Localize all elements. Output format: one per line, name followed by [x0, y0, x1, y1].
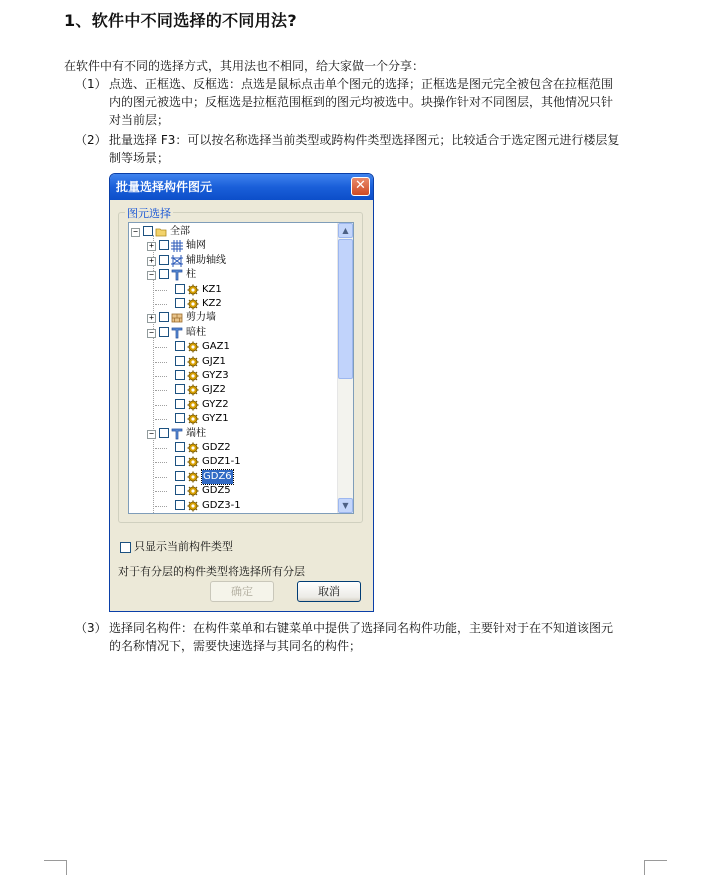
tree-item-checkbox[interactable] [143, 226, 153, 236]
tree-item[interactable] [129, 297, 337, 311]
tree-expander-icon[interactable]: + [147, 242, 156, 251]
tree-item[interactable] [129, 326, 337, 340]
tree-branch-line [155, 448, 167, 449]
tree-item-checkbox[interactable] [175, 413, 185, 423]
gear-icon [187, 500, 199, 512]
tree-expander-icon[interactable]: − [147, 430, 156, 439]
tree-branch-line [155, 290, 167, 291]
tree-item-checkbox[interactable] [175, 370, 185, 380]
tree-item[interactable] [129, 398, 337, 412]
tree-item[interactable] [129, 383, 337, 397]
tree-item[interactable] [129, 484, 337, 498]
tree-item[interactable] [129, 340, 337, 354]
tree-item-checkbox[interactable] [175, 456, 185, 466]
tree-item-checkbox[interactable] [159, 269, 169, 279]
group-label: 图元选择 [127, 207, 171, 220]
tree-branch-line [155, 347, 167, 348]
folder-icon [155, 226, 167, 238]
tree-item-label: 暗柱 [186, 326, 206, 338]
tree-item-label: GJZ1 [202, 355, 226, 367]
tree-item-label: GYZ3 [202, 370, 229, 381]
tree-item-label: 轴网 [186, 240, 206, 252]
tree-item-checkbox[interactable] [175, 298, 185, 308]
element-select-group [118, 207, 363, 523]
page-corner-mark-left [44, 860, 67, 875]
gear-icon [187, 399, 199, 411]
gear-icon [187, 456, 199, 468]
tree-item[interactable] [129, 355, 337, 369]
tree-item-label: GYZ1 [202, 413, 229, 425]
tree-item[interactable] [129, 283, 337, 297]
aux-grid-icon [171, 255, 183, 267]
gear-icon [187, 284, 199, 296]
gear-icon [187, 442, 199, 454]
gear-icon [187, 485, 199, 497]
tree-item-checkbox[interactable] [159, 240, 169, 250]
component-tree[interactable] [128, 222, 354, 514]
column-icon [171, 428, 183, 440]
scroll-thumb[interactable] [338, 239, 353, 379]
tree-branch-line [155, 419, 167, 420]
tree-item-label: 全部 [170, 226, 190, 237]
item-1-number: （1） [75, 77, 107, 91]
close-icon[interactable]: ✕ [351, 177, 370, 196]
tree-rows [129, 223, 337, 513]
tree-item-label: GDZ5 [202, 485, 231, 497]
page-corner-mark-right [644, 860, 667, 875]
tree-item[interactable] [129, 499, 337, 513]
tree-branch-line [155, 362, 167, 363]
tree-expander-icon[interactable]: − [131, 228, 140, 237]
tree-item-label: GYZ2 [202, 398, 229, 410]
tree-item-checkbox[interactable] [175, 356, 185, 366]
tree-item-checkbox[interactable] [175, 399, 185, 409]
dialog-title: 批量选择构件图元 [116, 180, 213, 194]
tree-item-label: GDZ2 [202, 442, 231, 453]
tree-item[interactable] [129, 470, 337, 484]
tree-item-checkbox[interactable] [159, 428, 169, 438]
item-2-number: （2） [75, 133, 107, 147]
tree-item[interactable] [129, 239, 337, 253]
tree-item[interactable] [129, 225, 337, 239]
wall-icon [171, 312, 183, 324]
tree-item-label: 柱 [186, 269, 196, 281]
tree-expander-icon[interactable]: − [147, 271, 156, 280]
item-1-line-2: 内的图元被选中；反框选是拉框范围框到的图元均被选中。块操作针对不同图层，其他情况只针 [109, 95, 614, 109]
gear-icon [187, 298, 199, 310]
tree-branch-line [155, 405, 167, 406]
tree-item[interactable] [129, 412, 337, 426]
item-1-line-1: 点选、正框选、反框选：点选是鼠标点击单个图元的选择；正框选是图元完全被包含在拉框范围 [109, 77, 614, 91]
tree-item-checkbox[interactable] [175, 500, 185, 510]
tree-item-label: KZ1 [202, 283, 222, 295]
gear-icon [187, 471, 199, 483]
item-2-line-1: 批量选择 F3：可以按名称选择当前类型或跨构件类型选择图元；比较适合于选定图元进行楼层复 [109, 133, 620, 147]
ok-button[interactable]: 确定 [210, 581, 274, 602]
tree-item-label: 剪力墙 [186, 312, 216, 324]
grid-icon [171, 240, 183, 252]
tree-item-label: GAZ1 [202, 341, 230, 353]
tree-branch-line [155, 376, 167, 377]
column-icon [171, 327, 183, 339]
tree-branch-line [155, 506, 167, 507]
tree-item-checkbox[interactable] [159, 327, 169, 337]
intro-paragraph: 在软件中有不同的选择方式，其用法也不相同，给大家做一个分享： [64, 59, 425, 73]
tree-item[interactable] [129, 455, 337, 469]
tree-item[interactable] [129, 311, 337, 325]
scroll-up-icon[interactable]: ▲ [338, 223, 353, 238]
tree-branch-line [155, 462, 167, 463]
tree-item[interactable] [129, 369, 337, 383]
tree-branch-line [155, 491, 167, 492]
tree-item[interactable] [129, 441, 337, 455]
gear-icon [187, 356, 199, 368]
gear-icon [187, 370, 199, 382]
tree-branch-line [155, 304, 167, 305]
tree-item-label: GDZ3-1 [202, 499, 241, 511]
tree-item-label: KZ2 [202, 298, 222, 309]
only-current-type-label: 只显示当前构件类型 [134, 540, 233, 553]
item-3-line-2: 的名称情况下，需要快速选择与其同名的构件； [109, 639, 362, 653]
scroll-down-icon[interactable]: ▼ [338, 498, 353, 513]
column-icon [171, 269, 183, 281]
tree-branch-line [155, 390, 167, 391]
tree-item-checkbox[interactable] [159, 312, 169, 322]
tree-item-checkbox[interactable] [175, 384, 185, 394]
layer-note: 对于有分层的构件类型将选择所有分层 [118, 565, 305, 578]
tree-item-checkbox[interactable] [175, 341, 185, 351]
tree-expander-icon[interactable]: + [147, 257, 156, 266]
tree-item-label: GDZ6 [203, 470, 232, 482]
only-current-type-checkbox[interactable] [120, 542, 131, 553]
tree-item-checkbox[interactable] [175, 284, 185, 294]
item-3-line-1: 选择同名构件：在构件菜单和右键菜单中提供了选择同名构件功能，主要针对于在不知道该图元 [109, 621, 614, 635]
tree-item-checkbox[interactable] [159, 255, 169, 265]
tree-item-checkbox[interactable] [175, 442, 185, 452]
tree-expander-icon[interactable]: − [147, 329, 156, 338]
tree-item[interactable] [129, 254, 337, 268]
tree-item-checkbox[interactable] [175, 471, 185, 481]
batch-select-dialog [109, 173, 374, 612]
tree-item[interactable] [129, 427, 337, 441]
item-3-number: （3） [75, 621, 107, 635]
tree-item-label: 辅助轴线 [186, 254, 226, 266]
tree-expander-icon[interactable]: + [147, 314, 156, 323]
item-2-line-2: 制等场景； [109, 151, 170, 165]
gear-icon [187, 384, 199, 396]
section-heading: 1、软件中不同选择的不同用法? [64, 11, 297, 30]
tree-scrollbar[interactable] [337, 223, 353, 513]
tree-item-checkbox[interactable] [175, 485, 185, 495]
tree-branch-line [155, 477, 167, 478]
item-1-line-3: 对当前层； [109, 113, 170, 127]
tree-item-label: 端柱 [186, 427, 206, 439]
gear-icon [187, 413, 199, 425]
cancel-button[interactable]: 取消 [297, 581, 361, 602]
gear-icon [187, 341, 199, 353]
dialog-titlebar [110, 174, 373, 200]
tree-item[interactable] [129, 268, 337, 282]
tree-item-label: GJZ2 [202, 384, 226, 396]
tree-item-label: GDZ1-1 [202, 456, 241, 468]
